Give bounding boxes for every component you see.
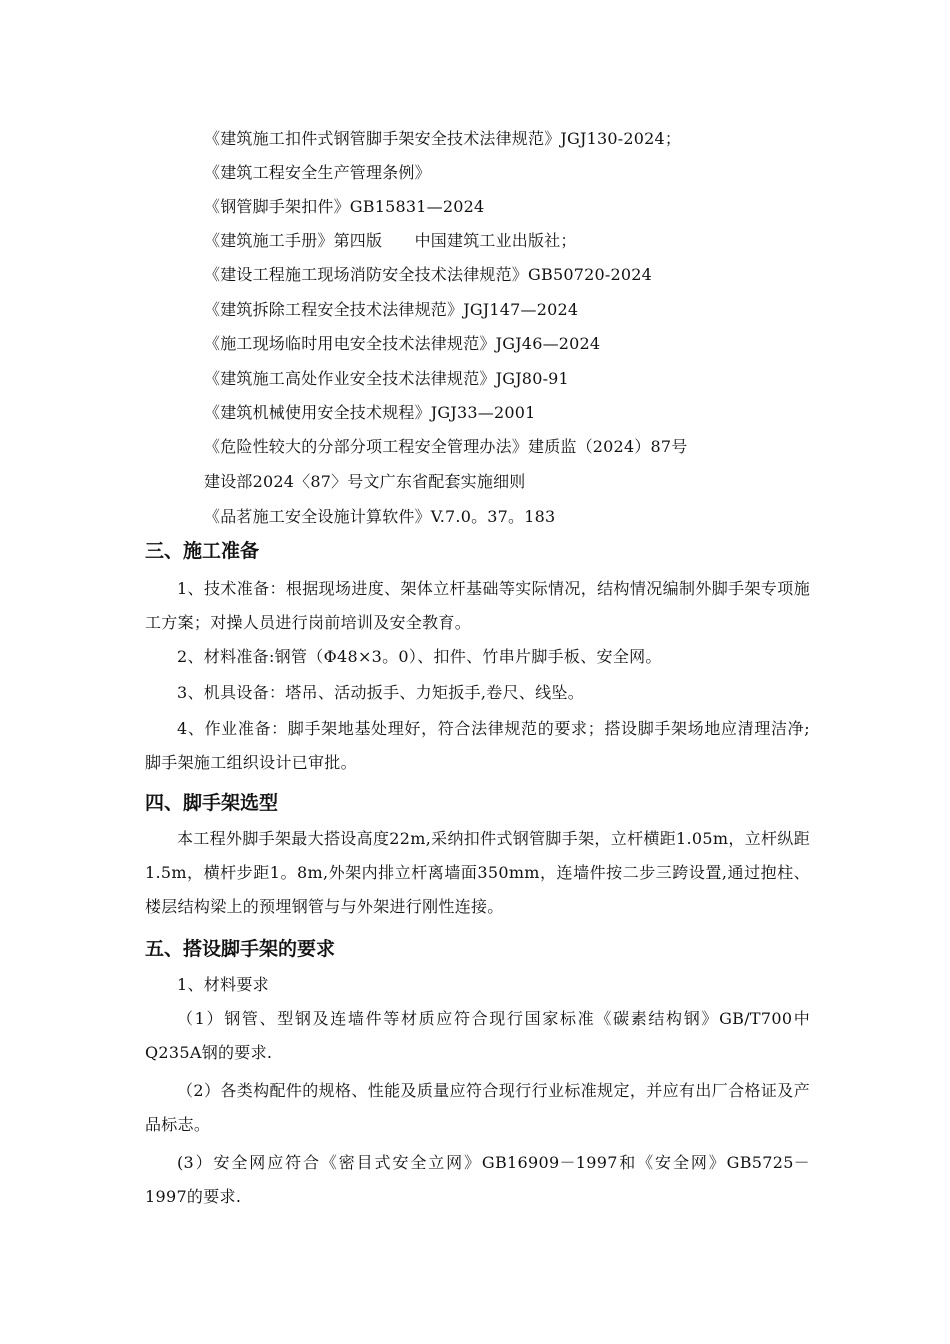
reference-item: 《施工现场临时用电安全技术法律规范》JGJ46—2024 — [204, 334, 601, 353]
reference-item: 《建筑施工高处作业安全技术法律规范》JGJ80-91 — [204, 369, 569, 388]
reference-item: 《建筑施工手册》第四版 中国建筑工业出版社； — [204, 231, 577, 250]
reference-item: 《危险性较大的分部分项工程安全管理办法》建质监（2024）87号 — [204, 437, 688, 456]
reference-item: 《钢管脚手架扣件》GB15831—2024 — [204, 197, 485, 216]
reference-item: 《建设工程施工现场消防安全技术法律规范》GB50720-2024 — [204, 265, 652, 284]
section-heading: 三、施工准备 — [145, 540, 260, 562]
reference-item: 《品茗施工安全设施计算软件》V.7.0。37。183 — [204, 507, 556, 526]
section-heading: 五、搭设脚手架的要求 — [145, 938, 336, 960]
paragraph: （2）各类构配件的规格、性能及质量应符合现行行业标准规定，并应有出厂合格证及产品标志。 — [145, 1081, 810, 1134]
reference-item: 建设部2024〈87〉号文广东省配套实施细则 — [204, 472, 526, 491]
reference-item: 《建筑机械使用安全技术规程》JGJ33—2001 — [204, 403, 536, 422]
paragraph: 3、机具设备：塔吊、活动扳手、力矩扳手,卷尺、线坠。 — [177, 683, 585, 702]
paragraph: 1、技术准备：根据现场进度、架体立杆基础等实际情况，结构情况编制外脚手架专项施工方案；对操人员进行岗前培训及安全教育。 — [145, 579, 810, 632]
paragraph: (3）安全网应符合《密目式安全立网》GB16909－1997和《安全网》GB5725－1997的要求. — [145, 1153, 810, 1206]
reference-item: 《建筑施工扣件式钢管脚手架安全技术法律规范》JGJ130-2024； — [204, 129, 682, 148]
subsection-title: 1、材料要求 — [177, 975, 269, 994]
paragraph: 2、材料准备:钢管（Φ48×3。0）、扣件、竹串片脚手板、安全网。 — [177, 647, 662, 666]
paragraph: 4、作业准备：脚手架地基处理好，符合法律规范的要求；搭设脚手架场地应清理洁净;脚手架施工组织设计已审批。 — [145, 719, 810, 772]
section-heading: 四、脚手架选型 — [145, 792, 279, 814]
reference-item: 《建筑工程安全生产管理条例》 — [204, 163, 431, 182]
paragraph: （1）钢管、型钢及连墙件等材质应符合现行国家标准《碳素结构钢》GB/T700中Q235A钢的要求. — [145, 1009, 810, 1062]
paragraph: 本工程外脚手架最大搭设高度22m,采纳扣件式钢管脚手架，立杆横距1.05m，立杆纵距1.5m，横杆步距1。8m,外架内排立杆离墙面350mm，连墙件按二步三跨设置,通过抱柱、楼层结构梁上的预埋钢管与与外架进行刚性连接。 — [145, 829, 810, 916]
reference-item: 《建筑拆除工程安全技术法律规范》JGJ147—2024 — [204, 300, 579, 319]
